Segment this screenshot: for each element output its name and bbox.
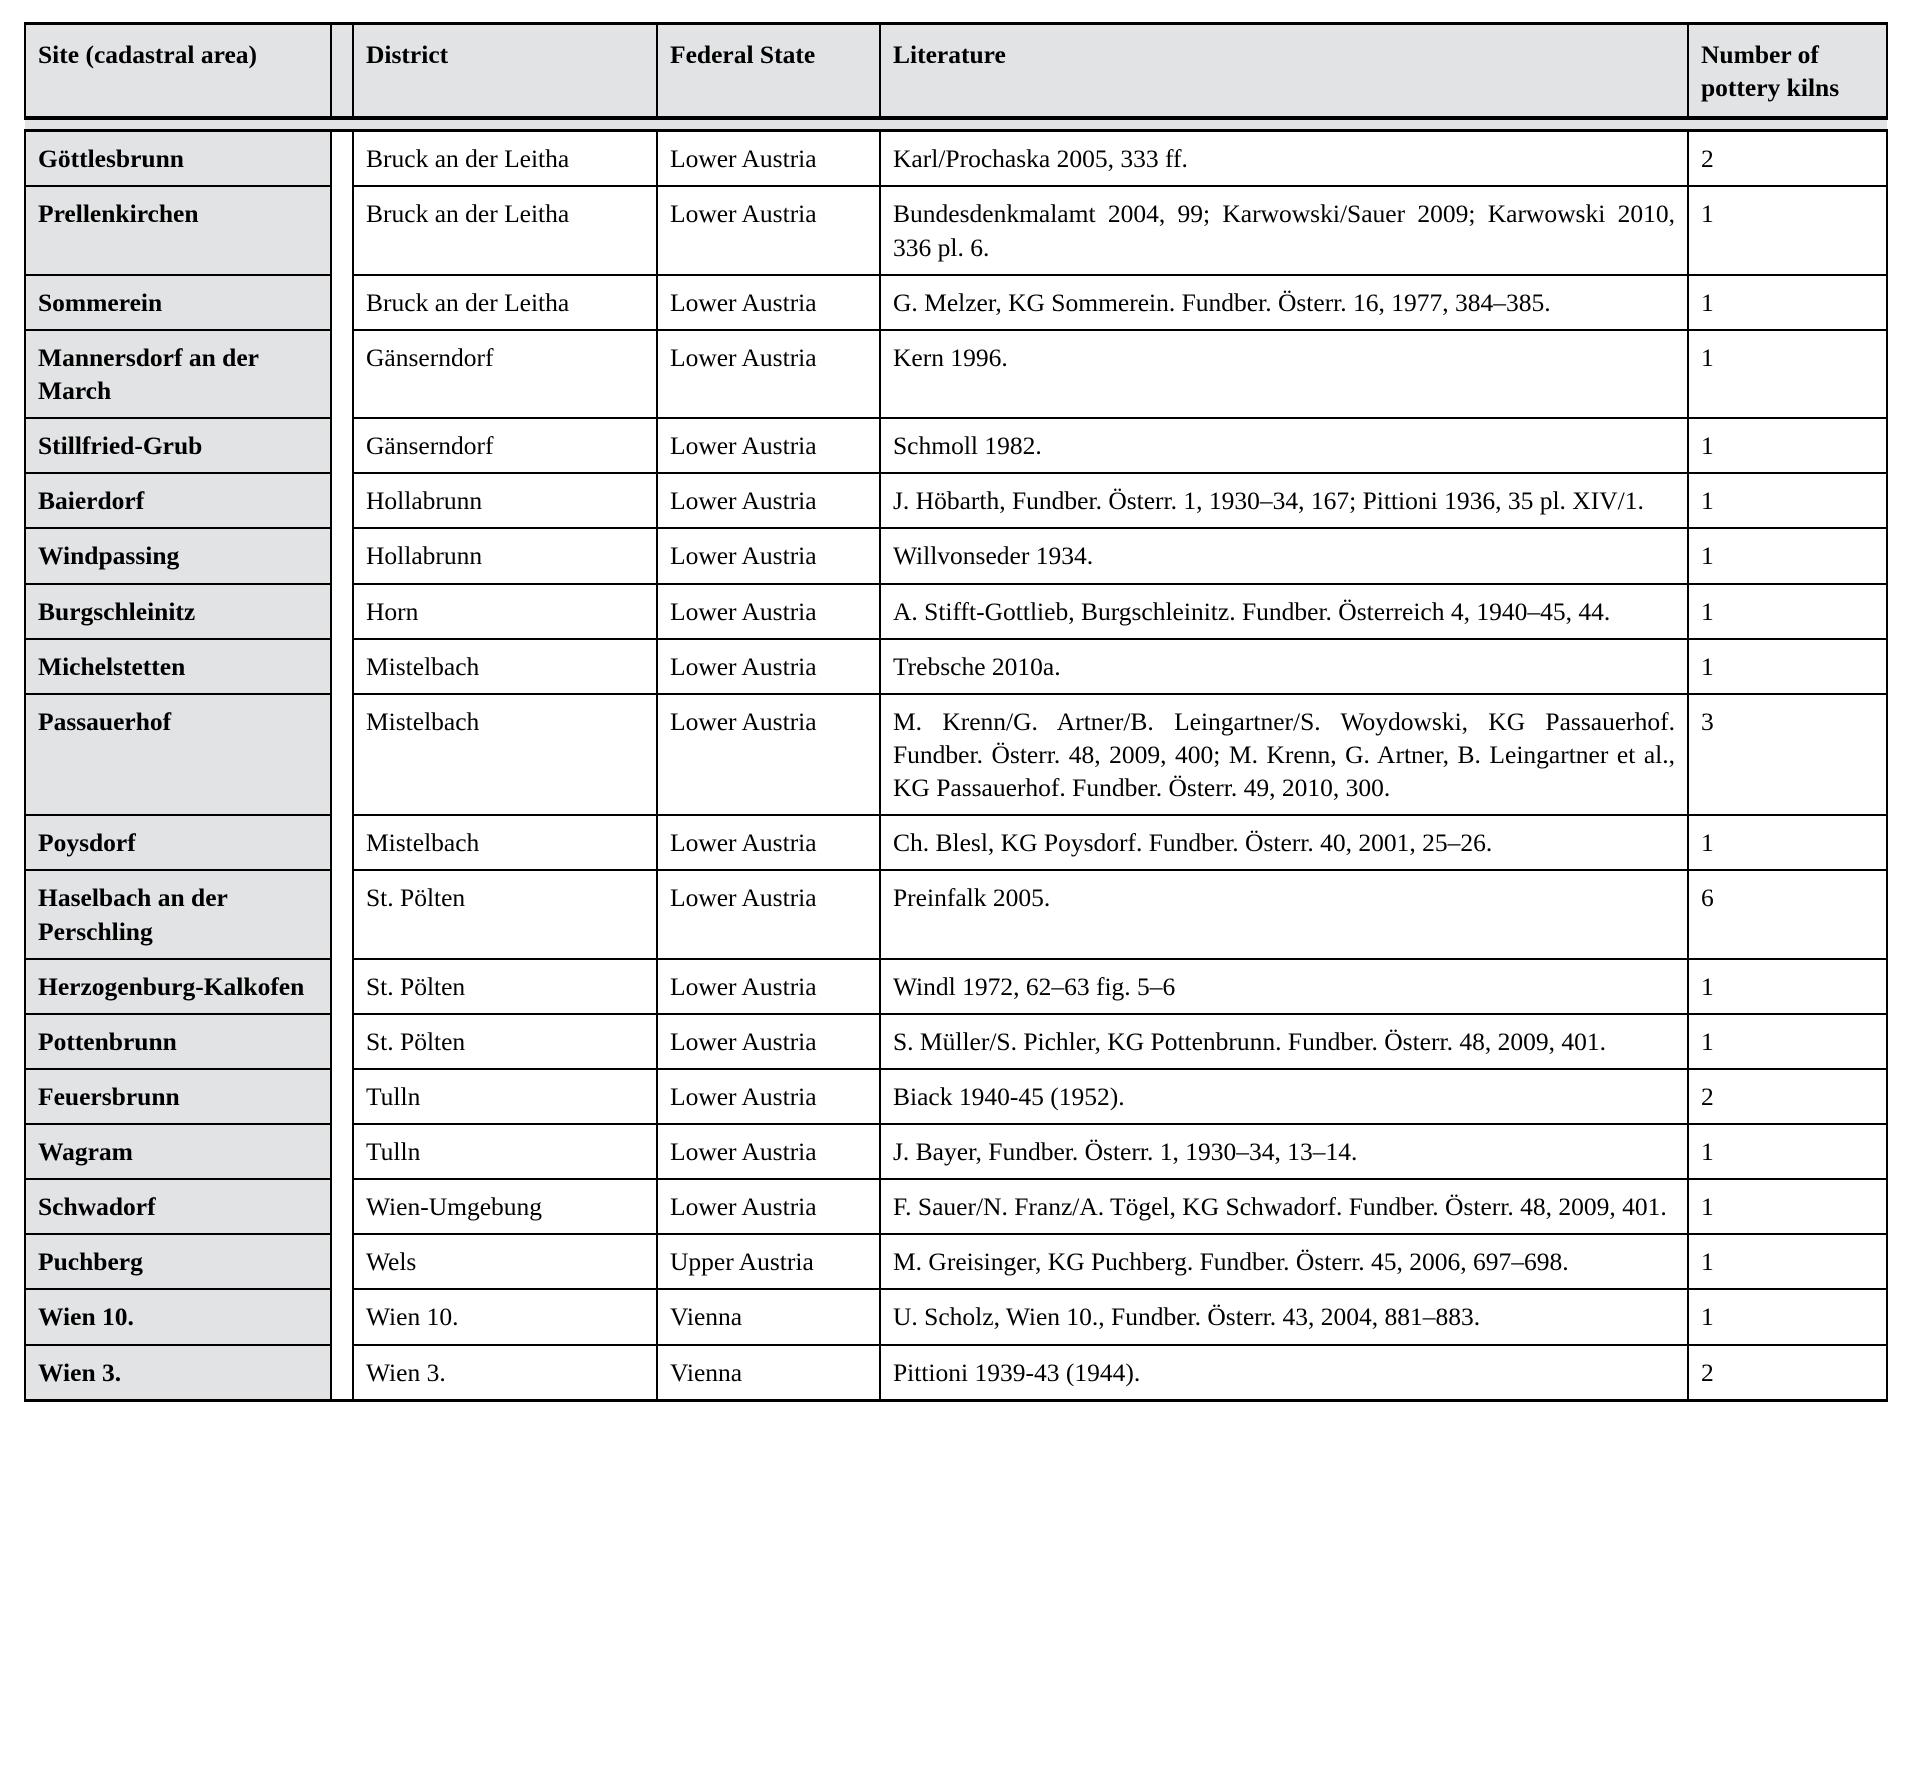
cell-federal-state: Lower Austria [657, 528, 880, 583]
cell-federal-state: Vienna [657, 1289, 880, 1344]
cell-number-of-pottery-kilns: 1 [1688, 330, 1887, 418]
table-row [25, 473, 1887, 528]
cell-federal-state: Lower Austria [657, 1179, 880, 1234]
cell-number-of-pottery-kilns: 1 [1688, 473, 1887, 528]
cell-federal-state: Lower Austria [657, 473, 880, 528]
cell-number-of-pottery-kilns: 1 [1688, 275, 1887, 330]
cell-federal-state: Lower Austria [657, 186, 880, 274]
table-row [25, 1069, 1887, 1124]
cell-site: Wien 10. [25, 1289, 331, 1344]
cell-literature: Preinfalk 2005. [880, 870, 1688, 958]
cell-federal-state: Lower Austria [657, 275, 880, 330]
cell-federal-state: Lower Austria [657, 330, 880, 418]
cell-federal-state: Lower Austria [657, 1069, 880, 1124]
cell-literature: Windl 1972, 62–63 fig. 5–6 [880, 959, 1688, 1014]
cell-site: Feuersbrunn [25, 1069, 331, 1124]
header-row [25, 24, 1887, 119]
cell-federal-state: Lower Austria [657, 815, 880, 870]
cell-site: Stillfried-Grub [25, 418, 331, 473]
cell-spacer [331, 1289, 353, 1344]
column-header-number-of-pottery-kilns: Number of pottery kilns [1688, 24, 1887, 119]
table-row [25, 870, 1887, 958]
cell-literature: S. Müller/S. Pichler, KG Pottenbrunn. Fundber. Österr. 48, 2009, 401. [880, 1014, 1688, 1069]
cell-literature: M. Greisinger, KG Puchberg. Fundber. Österr. 45, 2006, 697–698. [880, 1234, 1688, 1289]
cell-literature: Willvonseder 1934. [880, 528, 1688, 583]
cell-site: Haselbach an der Perschling [25, 870, 331, 958]
cell-number-of-pottery-kilns: 2 [1688, 1069, 1887, 1124]
cell-spacer [331, 528, 353, 583]
cell-spacer [331, 330, 353, 418]
table-row [25, 584, 1887, 639]
cell-number-of-pottery-kilns: 1 [1688, 528, 1887, 583]
cell-site: Sommerein [25, 275, 331, 330]
cell-federal-state: Lower Austria [657, 1014, 880, 1069]
cell-district: Gänserndorf [353, 418, 657, 473]
cell-federal-state: Lower Austria [657, 870, 880, 958]
cell-spacer [331, 186, 353, 274]
cell-literature: F. Sauer/N. Franz/A. Tögel, KG Schwadorf. Fundber. Österr. 48, 2009, 401. [880, 1179, 1688, 1234]
cell-district: Tulln [353, 1069, 657, 1124]
cell-spacer [331, 1179, 353, 1234]
cell-district: Mistelbach [353, 815, 657, 870]
cell-literature: Kern 1996. [880, 330, 1688, 418]
table-row [25, 275, 1887, 330]
cell-site: Göttlesbrunn [25, 131, 331, 187]
cell-spacer [331, 131, 353, 187]
cell-literature: Schmoll 1982. [880, 418, 1688, 473]
column-header-spacer [331, 24, 353, 119]
cell-federal-state: Lower Austria [657, 584, 880, 639]
cell-federal-state: Lower Austria [657, 959, 880, 1014]
cell-site: Poysdorf [25, 815, 331, 870]
cell-site: Michelstetten [25, 639, 331, 694]
cell-number-of-pottery-kilns: 1 [1688, 959, 1887, 1014]
cell-spacer [331, 1124, 353, 1179]
table-row [25, 330, 1887, 418]
table-row [25, 1345, 1887, 1401]
cell-federal-state: Lower Austria [657, 131, 880, 187]
cell-site: Schwadorf [25, 1179, 331, 1234]
cell-district: Gänserndorf [353, 330, 657, 418]
cell-spacer [331, 418, 353, 473]
cell-number-of-pottery-kilns: 1 [1688, 186, 1887, 274]
cell-number-of-pottery-kilns: 1 [1688, 1289, 1887, 1344]
cell-federal-state: Lower Austria [657, 1124, 880, 1179]
cell-district: Mistelbach [353, 639, 657, 694]
cell-number-of-pottery-kilns: 1 [1688, 1234, 1887, 1289]
cell-site: Wien 3. [25, 1345, 331, 1401]
cell-number-of-pottery-kilns: 1 [1688, 639, 1887, 694]
cell-site: Puchberg [25, 1234, 331, 1289]
table-row [25, 1234, 1887, 1289]
header-rule-cell [25, 118, 1887, 131]
table-row [25, 1014, 1887, 1069]
cell-site: Passauerhof [25, 694, 331, 815]
cell-site: Windpassing [25, 528, 331, 583]
table-row [25, 186, 1887, 274]
cell-district: Wien 10. [353, 1289, 657, 1344]
table-row [25, 639, 1887, 694]
cell-spacer [331, 1069, 353, 1124]
table-row [25, 131, 1887, 187]
cell-literature: Ch. Blesl, KG Poysdorf. Fundber. Österr. 40, 2001, 25–26. [880, 815, 1688, 870]
cell-number-of-pottery-kilns: 1 [1688, 1179, 1887, 1234]
pottery-kiln-sites-table [24, 22, 1888, 1402]
cell-literature: Karl/Prochaska 2005, 333 ff. [880, 131, 1688, 187]
cell-district: St. Pölten [353, 870, 657, 958]
cell-federal-state: Lower Austria [657, 639, 880, 694]
table-body [25, 131, 1887, 1401]
cell-number-of-pottery-kilns: 6 [1688, 870, 1887, 958]
cell-spacer [331, 815, 353, 870]
cell-district: Tulln [353, 1124, 657, 1179]
cell-literature: G. Melzer, KG Sommerein. Fundber. Österr. 16, 1977, 384–385. [880, 275, 1688, 330]
cell-federal-state: Lower Austria [657, 694, 880, 815]
cell-site: Wagram [25, 1124, 331, 1179]
cell-spacer [331, 870, 353, 958]
cell-spacer [331, 639, 353, 694]
cell-literature: Biack 1940-45 (1952). [880, 1069, 1688, 1124]
cell-district: Mistelbach [353, 694, 657, 815]
cell-site: Mannersdorf an der March [25, 330, 331, 418]
cell-number-of-pottery-kilns: 1 [1688, 418, 1887, 473]
table-row [25, 1289, 1887, 1344]
cell-literature: Bundesdenkmalamt 2004, 99; Karwowski/Sauer 2009; Karwowski 2010, 336 pl. 6. [880, 186, 1688, 274]
cell-spacer [331, 959, 353, 1014]
cell-site: Herzogenburg-Kalkofen [25, 959, 331, 1014]
cell-district: Bruck an der Leitha [353, 275, 657, 330]
cell-literature: J. Bayer, Fundber. Österr. 1, 1930–34, 13–14. [880, 1124, 1688, 1179]
table-row [25, 1124, 1887, 1179]
cell-site: Pottenbrunn [25, 1014, 331, 1069]
header-rule [25, 118, 1887, 131]
cell-spacer [331, 694, 353, 815]
column-header-literature: Literature [880, 24, 1688, 119]
cell-number-of-pottery-kilns: 1 [1688, 1014, 1887, 1069]
cell-site: Baierdorf [25, 473, 331, 528]
cell-spacer [331, 473, 353, 528]
table-row [25, 528, 1887, 583]
column-header-federal-state: Federal State [657, 24, 880, 119]
cell-site: Burgschleinitz [25, 584, 331, 639]
cell-literature: M. Krenn/G. Artner/B. Leingartner/S. Woydowski, KG Passauerhof. Fundber. Österr. 48, 2009, 400; M. Krenn, G. Artner, B. Leingartner et al., KG Passauerhof. Fundber. Österr. 49, 2010, 300. [880, 694, 1688, 815]
table-row [25, 959, 1887, 1014]
cell-district: St. Pölten [353, 959, 657, 1014]
cell-spacer [331, 584, 353, 639]
cell-number-of-pottery-kilns: 3 [1688, 694, 1887, 815]
cell-federal-state: Lower Austria [657, 418, 880, 473]
cell-district: Wels [353, 1234, 657, 1289]
table-row [25, 694, 1887, 815]
cell-district: Wien 3. [353, 1345, 657, 1401]
cell-district: Wien-Umgebung [353, 1179, 657, 1234]
cell-federal-state: Vienna [657, 1345, 880, 1401]
cell-number-of-pottery-kilns: 1 [1688, 584, 1887, 639]
cell-literature: Trebsche 2010a. [880, 639, 1688, 694]
cell-federal-state: Upper Austria [657, 1234, 880, 1289]
cell-spacer [331, 1014, 353, 1069]
cell-district: St. Pölten [353, 1014, 657, 1069]
cell-literature: A. Stifft-Gottlieb, Burgschleinitz. Fundber. Österreich 4, 1940–45, 44. [880, 584, 1688, 639]
column-header-site: Site (cadastral area) [25, 24, 331, 119]
cell-district: Bruck an der Leitha [353, 186, 657, 274]
cell-district: Hollabrunn [353, 528, 657, 583]
table-header [25, 24, 1887, 131]
table-row [25, 815, 1887, 870]
cell-spacer [331, 275, 353, 330]
cell-district: Bruck an der Leitha [353, 131, 657, 187]
cell-literature: U. Scholz, Wien 10., Fundber. Österr. 43, 2004, 881–883. [880, 1289, 1688, 1344]
cell-spacer [331, 1234, 353, 1289]
cell-spacer [331, 1345, 353, 1401]
cell-number-of-pottery-kilns: 2 [1688, 131, 1887, 187]
table-row [25, 1179, 1887, 1234]
cell-number-of-pottery-kilns: 2 [1688, 1345, 1887, 1401]
table-row [25, 418, 1887, 473]
cell-literature: J. Höbarth, Fundber. Österr. 1, 1930–34, 167; Pittioni 1936, 35 pl. XIV/1. [880, 473, 1688, 528]
cell-district: Horn [353, 584, 657, 639]
cell-literature: Pittioni 1939-43 (1944). [880, 1345, 1688, 1401]
cell-number-of-pottery-kilns: 1 [1688, 815, 1887, 870]
cell-site: Prellenkirchen [25, 186, 331, 274]
column-header-district: District [353, 24, 657, 119]
cell-district: Hollabrunn [353, 473, 657, 528]
cell-number-of-pottery-kilns: 1 [1688, 1124, 1887, 1179]
